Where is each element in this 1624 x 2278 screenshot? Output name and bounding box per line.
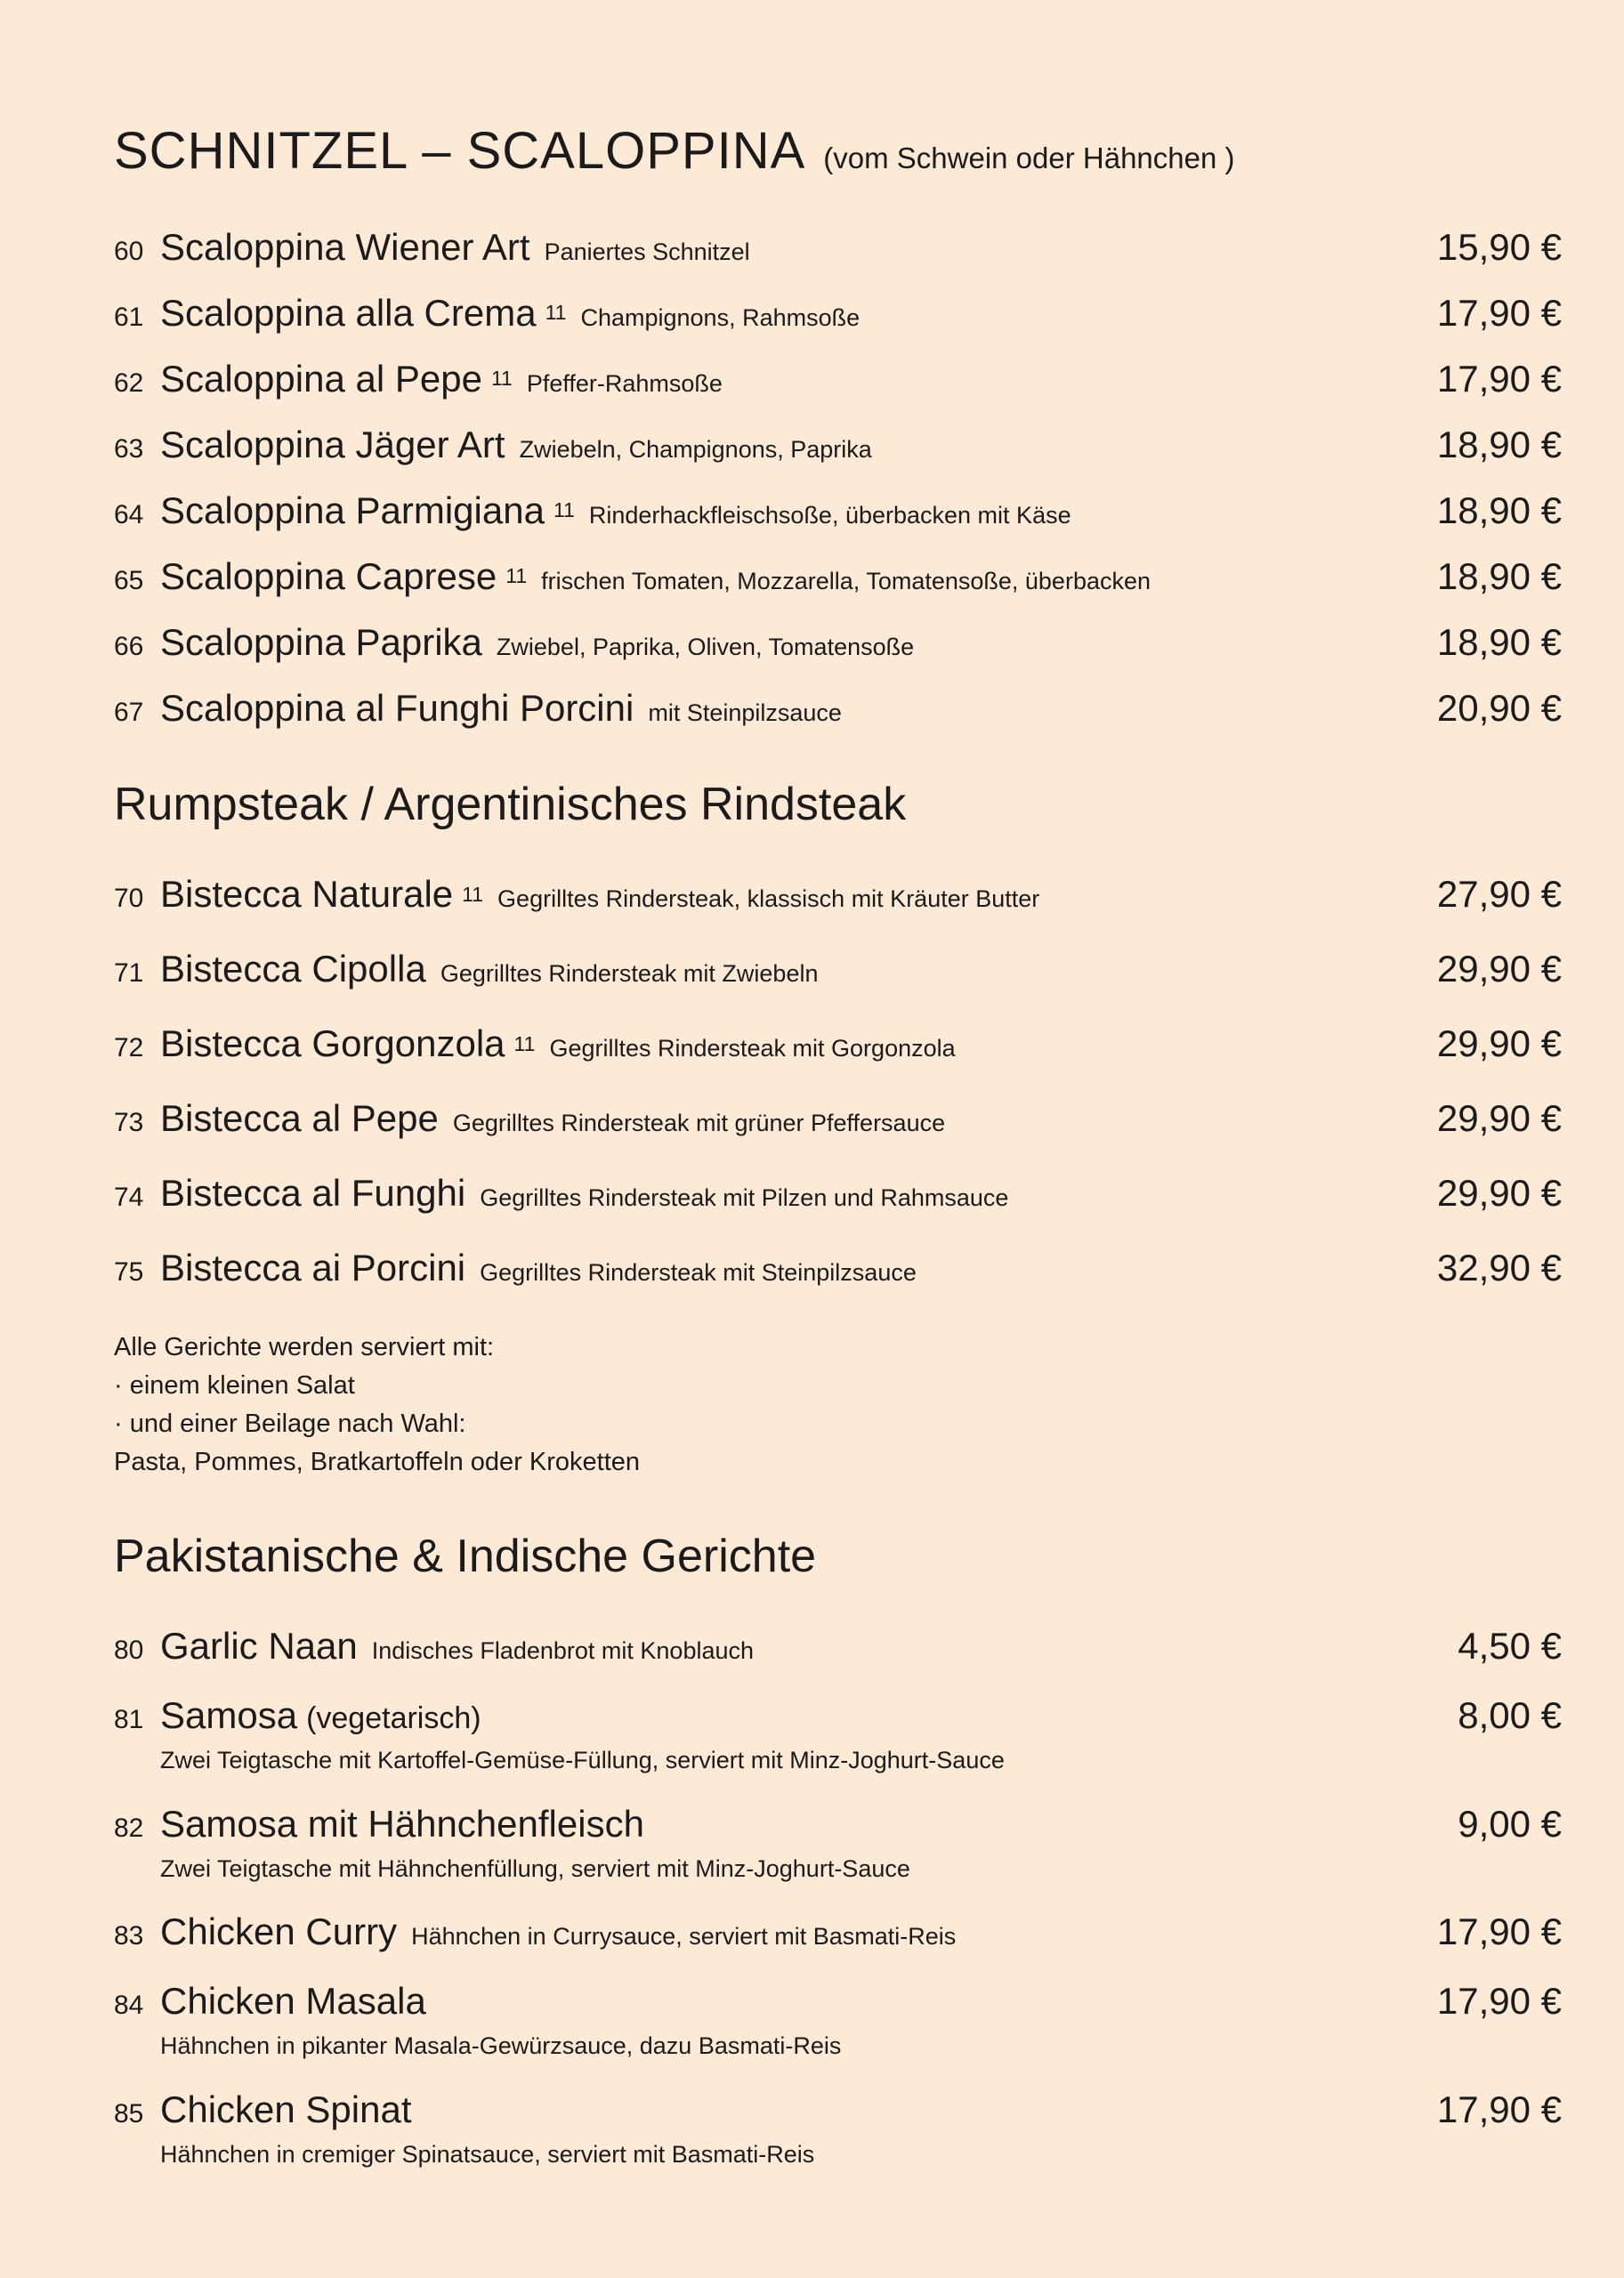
serving-note-line: · und einer Beilage nach Wahl: [114, 1409, 466, 1438]
item-number: 74 [114, 1182, 144, 1212]
menu-item-75 [114, 1247, 1562, 1289]
item-main [160, 358, 1437, 400]
item-main [160, 1980, 1437, 2062]
item-name: Samosa mit Hähnchenfleisch [160, 1802, 644, 1845]
item-number: 71 [114, 957, 144, 988]
item-price: 27,90 € [1436, 872, 1562, 915]
section-schnitzel-items [114, 226, 1562, 730]
footnote-marker: 11 [505, 564, 528, 588]
item-main [160, 1022, 1437, 1065]
item-name-suffix: (vegetarisch) [306, 1700, 481, 1735]
item-main [160, 1625, 1458, 1668]
item-number: 62 [114, 368, 144, 398]
item-name: Scaloppina Caprese [160, 554, 497, 597]
item-price: 9,00 € [1458, 1802, 1562, 1845]
item-price: 18,90 € [1436, 489, 1562, 531]
item-name: Bistecca Gorgonzola [160, 1022, 505, 1064]
item-description: Zwiebel, Paprika, Oliven, Tomatensoße [496, 633, 915, 660]
item-number: 67 [114, 697, 144, 727]
item-name: Scaloppina al Pepe [160, 357, 482, 400]
item-description: mit Steinpilzsauce [648, 699, 842, 726]
serving-note-line: Alle Gerichte werden serviert mit: [114, 1332, 495, 1361]
item-name: Bistecca al Funghi [160, 1171, 466, 1214]
item-main [160, 2088, 1437, 2170]
menu-item-65 [114, 555, 1562, 598]
serving-note-line: · einem kleinen Salat [114, 1370, 355, 1400]
item-name: Garlic Naan [160, 1624, 358, 1667]
item-description: Gegrilltes Rindersteak, klassisch mit Kräuter Butter [497, 885, 1040, 912]
item-name: Chicken Curry [160, 1910, 398, 1953]
item-price: 15,90 € [1436, 225, 1562, 268]
section-rumpsteak-items [114, 873, 1562, 1289]
item-number: 80 [114, 1635, 144, 1665]
section-title-pakistanisch-indisch: Pakistanische & Indische Gerichte [114, 1530, 817, 1582]
item-price: 17,90 € [1436, 1910, 1562, 1953]
item-main [160, 621, 1437, 664]
menu-item-81 [114, 1694, 1562, 1776]
item-number: 61 [114, 302, 144, 332]
item-number: 84 [114, 1991, 144, 2021]
item-number: 75 [114, 1256, 144, 1287]
menu-item-80 [114, 1625, 1562, 1668]
item-name: Bistecca Naturale [160, 872, 454, 915]
item-main [160, 555, 1437, 598]
menu-item-70 [114, 873, 1562, 916]
item-description-below: Zwei Teigtasche mit Hähnchenfüllung, serviert mit Minz-Joghurt-Sauce [160, 1854, 910, 1882]
item-description-below: Hähnchen in pikanter Masala-Gewürzsauce, dazu Basmati-Reis [160, 2032, 842, 2060]
item-price: 17,90 € [1436, 291, 1562, 334]
footnote-marker: 11 [513, 1031, 536, 1055]
item-name: Chicken Masala [160, 1980, 426, 2023]
item-name: Scaloppina al Funghi Porcini [160, 686, 634, 729]
item-description: Gegrilltes Rindersteak mit Gorgonzola [549, 1034, 956, 1062]
item-description: Gegrilltes Rindersteak mit Steinpilzsauce [480, 1258, 917, 1286]
menu-item-74 [114, 1172, 1562, 1215]
item-number: 73 [114, 1107, 144, 1137]
item-main [160, 1694, 1458, 1776]
item-description: frischen Tomaten, Mozzarella, Tomatensoße, überbacken [541, 567, 1151, 594]
footnote-marker: 11 [553, 498, 575, 522]
item-description: Pfeffer-Rahmsoße [526, 369, 723, 397]
item-number: 66 [114, 631, 144, 661]
menu-item-73 [114, 1097, 1562, 1140]
item-number: 64 [114, 499, 144, 529]
menu-item-82 [114, 1803, 1562, 1885]
item-main [160, 1803, 1458, 1885]
item-main [160, 948, 1437, 990]
item-name: Scaloppina Wiener Art [160, 225, 530, 268]
item-price: 17,90 € [1436, 357, 1562, 400]
item-description: Rinderhackfleischsoße, überbacken mit Käse [588, 501, 1071, 529]
section-title-text: SCHNITZEL – SCALOPPINA [114, 122, 806, 180]
section-title-suffix: (vom Schwein oder Hähnchen ) [823, 141, 1235, 174]
item-number: 85 [114, 2099, 144, 2129]
item-price: 29,90 € [1436, 1171, 1562, 1214]
menu-item-83 [114, 1910, 1562, 1953]
item-name: Bistecca ai Porcini [160, 1246, 466, 1288]
serving-note [114, 1329, 1562, 1482]
item-name: Scaloppina alla Crema [160, 291, 537, 334]
section-title-rumpsteak: Rumpsteak / Argentinisches Rindsteak [114, 778, 907, 830]
item-price: 32,90 € [1436, 1246, 1562, 1288]
item-price: 20,90 € [1436, 686, 1562, 729]
menu-item-71 [114, 948, 1562, 990]
item-name: Scaloppina Parmigiana [160, 489, 545, 531]
item-name: Bistecca Cipolla [160, 947, 426, 990]
item-price: 29,90 € [1436, 947, 1562, 990]
item-price: 18,90 € [1436, 620, 1562, 663]
item-main [160, 873, 1437, 916]
item-main [160, 424, 1437, 466]
item-price: 29,90 € [1436, 1022, 1562, 1064]
item-main [160, 1247, 1437, 1289]
item-main [160, 226, 1437, 269]
item-number: 82 [114, 1813, 144, 1843]
item-price: 29,90 € [1436, 1096, 1562, 1139]
item-name: Samosa [160, 1693, 298, 1736]
item-description: Hähnchen in Currysauce, serviert mit Basmati-Reis [411, 1923, 957, 1951]
serving-note-line: Pasta, Pommes, Bratkartoffeln oder Kroketten [114, 1447, 641, 1476]
item-number: 81 [114, 1704, 144, 1734]
menu-item-72 [114, 1022, 1562, 1065]
menu-item-66 [114, 621, 1562, 664]
item-number: 63 [114, 433, 144, 464]
item-price: 18,90 € [1436, 423, 1562, 465]
item-name: Scaloppina Paprika [160, 620, 482, 663]
item-description-below: Hähnchen in cremiger Spinatsauce, serviert mit Basmati-Reis [160, 2141, 815, 2169]
item-main [160, 489, 1437, 532]
item-price: 17,90 € [1436, 2088, 1562, 2131]
item-price: 17,90 € [1436, 1980, 1562, 2023]
item-description: Champignons, Rahmsoße [580, 303, 860, 331]
item-name: Chicken Spinat [160, 2088, 412, 2131]
menu-item-61 [114, 292, 1562, 335]
item-description: Gegrilltes Rindersteak mit Zwiebeln [440, 959, 819, 987]
item-price: 4,50 € [1458, 1624, 1562, 1667]
item-number: 60 [114, 236, 144, 266]
item-number: 65 [114, 565, 144, 595]
menu-item-63 [114, 424, 1562, 466]
item-price: 18,90 € [1436, 554, 1562, 597]
item-main [160, 1097, 1437, 1140]
item-main [160, 1172, 1437, 1215]
item-number: 72 [114, 1032, 144, 1062]
item-description: Paniertes Schnitzel [544, 238, 750, 265]
item-description: Zwiebeln, Champignons, Paprika [519, 435, 872, 463]
footnote-marker: 11 [462, 882, 484, 906]
section-title-schnitzel [114, 123, 1562, 180]
menu-item-67 [114, 687, 1562, 730]
item-name: Bistecca al Pepe [160, 1096, 439, 1139]
menu-item-62 [114, 358, 1562, 400]
footnote-marker: 11 [490, 367, 513, 391]
item-description: Gegrilltes Rindersteak mit Pilzen und Rahmsauce [480, 1183, 1009, 1211]
item-number: 83 [114, 1921, 144, 1951]
item-main [160, 1910, 1437, 1953]
menu-item-60 [114, 226, 1562, 269]
item-description: Gegrilltes Rindersteak mit grüner Pfeffersauce [452, 1109, 946, 1136]
menu-item-84 [114, 1980, 1562, 2062]
item-price: 8,00 € [1458, 1693, 1562, 1736]
menu-item-85 [114, 2088, 1562, 2170]
item-description-below: Zwei Teigtasche mit Kartoffel-Gemüse-Füllung, serviert mit Minz-Joghurt-Sauce [160, 1746, 1005, 1773]
section-pakistanisch-items [114, 1625, 1562, 2170]
item-name: Scaloppina Jäger Art [160, 423, 505, 465]
item-number: 70 [114, 883, 144, 913]
footnote-marker: 11 [545, 301, 567, 325]
item-description: Indisches Fladenbrot mit Knoblauch [371, 1636, 755, 1664]
item-main [160, 687, 1437, 730]
item-main [160, 292, 1437, 335]
menu-item-64 [114, 489, 1562, 532]
